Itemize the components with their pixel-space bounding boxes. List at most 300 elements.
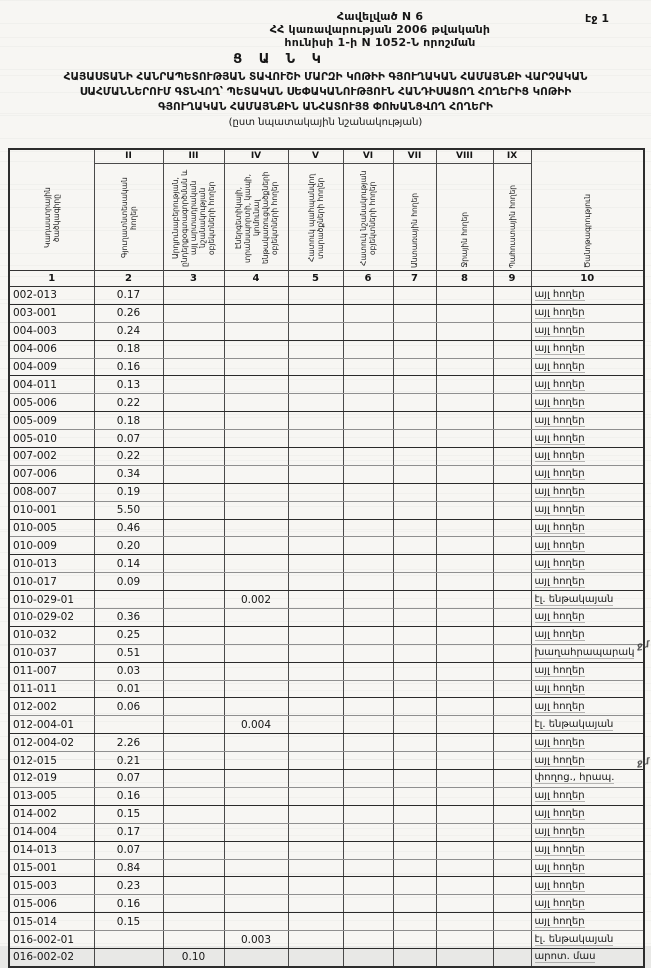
area-value-cell (393, 805, 436, 823)
area-value-cell (163, 501, 224, 519)
cadastral-code-cell: 010-005 (9, 519, 94, 537)
note-cell: այլ հողեր (531, 501, 644, 519)
table-row (9, 662, 644, 680)
area-value-cell: 0.13 (94, 376, 163, 394)
column-header-agricultural (94, 149, 163, 271)
area-value-cell (163, 734, 224, 752)
area-value-cell (493, 716, 531, 734)
subtitle-line: ՍԱՀՄԱՆՆԵՐՈՒՄ ԳՏՆՎՈՂ՝ ՊԵՏԱԿԱՆ ՍԵՓԱԿԱՆՈՒԹՅՈՒՆ ՀԱՆԴԻՍԱՑՈՂ ՀՈՂԵՐԻՑ ԿՈԹԻԻ (79, 86, 572, 98)
area-value-cell (163, 716, 224, 734)
table-row (9, 752, 644, 770)
area-value-cell (163, 752, 224, 770)
note-cell: այլ հողեր (531, 662, 644, 680)
column-number: 2 (94, 271, 163, 287)
roman-numeral: III (164, 150, 224, 164)
area-value-cell: 0.06 (94, 698, 163, 716)
area-value-cell (393, 591, 436, 609)
cadastral-code-cell: 007-002 (9, 448, 94, 466)
area-value-cell (393, 501, 436, 519)
area-value-cell (224, 304, 288, 322)
area-value-cell (343, 644, 393, 662)
area-value-cell (163, 877, 224, 895)
column-header-label: Գյուղատնտեսական հողեր (119, 177, 138, 259)
table-row (9, 716, 644, 734)
area-value-cell (493, 805, 531, 823)
column-header-cadastral-code (9, 149, 94, 271)
subtitle-line: ՀԱՅԱՍՏԱՆԻ ՀԱՆՐԱՊԵՏՈՒԹՅԱՆ ՏԱՎՈՒՇԻ ՄԱՐԶԻ ԿՈԹԻԻ ԳՅՈՒՂԱԿԱՆ ՀԱՄԱՅՆՔԻ ՎԱՐՉԱԿԱՆ (63, 71, 588, 83)
area-value-cell (288, 931, 343, 949)
note-cell: այլ հողեր (531, 483, 644, 501)
cadastral-code-cell: 010-009 (9, 537, 94, 555)
area-value-cell (288, 895, 343, 913)
area-value-cell (288, 555, 343, 573)
area-value-cell (393, 465, 436, 483)
area-value-cell: 0.07 (94, 430, 163, 448)
note-cell: այլ հողեր (531, 609, 644, 627)
table-row (9, 304, 644, 322)
area-value-cell (393, 716, 436, 734)
area-value-cell (163, 555, 224, 573)
area-value-cell (94, 948, 163, 966)
area-value-cell: 2.26 (94, 734, 163, 752)
column-number-row (9, 271, 644, 287)
area-value-cell (493, 573, 531, 591)
area-value-cell (393, 376, 436, 394)
area-value-cell (436, 537, 493, 555)
area-value-cell (163, 537, 224, 555)
area-value-cell (436, 841, 493, 859)
area-value-cell (436, 448, 493, 466)
area-value-cell: 0.23 (94, 877, 163, 895)
area-value-cell (493, 787, 531, 805)
cadastral-code-cell: 010-017 (9, 573, 94, 591)
area-value-cell (393, 895, 436, 913)
area-value-cell (163, 823, 224, 841)
table-row (9, 430, 644, 448)
area-value-cell: 0.17 (94, 823, 163, 841)
area-value-cell (393, 698, 436, 716)
area-value-cell (493, 823, 531, 841)
area-value-cell (163, 322, 224, 340)
area-value-cell (493, 537, 531, 555)
area-value-cell (343, 465, 393, 483)
cadastral-code-cell: 012-019 (9, 770, 94, 788)
note-cell: այլ հողեր (531, 841, 644, 859)
note-cell: այլ հողեր (531, 626, 644, 644)
note-cell: այլ հողեր (531, 448, 644, 466)
area-value-cell (493, 859, 531, 877)
area-value-cell (163, 859, 224, 877)
area-value-cell: 0.20 (94, 537, 163, 555)
area-value-cell (436, 573, 493, 591)
area-value-cell (436, 609, 493, 627)
area-value-cell (343, 752, 393, 770)
column-header-special-purpose (343, 149, 393, 271)
area-value-cell (393, 287, 436, 305)
area-value-cell (393, 752, 436, 770)
area-value-cell (288, 859, 343, 877)
area-value-cell (343, 322, 393, 340)
land-transfer-table (8, 148, 645, 968)
area-value-cell (343, 787, 393, 805)
area-value-cell (163, 304, 224, 322)
area-value-cell (436, 340, 493, 358)
note-cell: այլ հողեր (531, 340, 644, 358)
area-value-cell: 0.003 (224, 931, 288, 949)
area-value-cell (436, 698, 493, 716)
document-subtitle (8, 70, 643, 130)
area-value-cell (163, 394, 224, 412)
cadastral-code-cell: 008-007 (9, 483, 94, 501)
area-value-cell (343, 555, 393, 573)
cadastral-code-cell: 011-007 (9, 662, 94, 680)
area-value-cell (436, 394, 493, 412)
column-header-label: Հատուկ պահպանվող տարածքների հողեր (306, 173, 325, 263)
note-cell: այլ հողեր (531, 322, 644, 340)
column-header-reserve (493, 149, 531, 271)
table-row (9, 931, 644, 949)
area-value-cell (224, 895, 288, 913)
note-cell: այլ հողեր (531, 823, 644, 841)
area-value-cell (224, 644, 288, 662)
appendix-line: հունիսի 1-ի N 1052-Ն որոշման (284, 36, 476, 49)
column-header-label: Ջրային հողեր (460, 212, 469, 268)
area-value-cell (493, 877, 531, 895)
area-value-cell (224, 770, 288, 788)
area-value-cell (393, 770, 436, 788)
note-cell: այլ հողեր (531, 430, 644, 448)
area-value-cell (94, 931, 163, 949)
area-value-cell (224, 662, 288, 680)
area-value-cell (163, 609, 224, 627)
table-row (9, 644, 644, 662)
note-cell: այլ հողեր (531, 680, 644, 698)
area-value-cell (493, 501, 531, 519)
column-header-label: Անտառային հողեր (410, 193, 419, 268)
area-value-cell (343, 609, 393, 627)
cadastral-code-cell: 012-002 (9, 698, 94, 716)
area-value-cell (436, 877, 493, 895)
cadastral-code-cell: 014-004 (9, 823, 94, 841)
handwritten-margin-mark: ջմ (636, 640, 650, 652)
area-value-cell (393, 626, 436, 644)
area-value-cell (288, 537, 343, 555)
area-value-cell (343, 430, 393, 448)
area-value-cell: 0.004 (224, 716, 288, 734)
area-value-cell (288, 662, 343, 680)
area-value-cell (493, 931, 531, 949)
area-value-cell (436, 644, 493, 662)
cadastral-code-cell: 003-001 (9, 304, 94, 322)
area-value-cell (163, 644, 224, 662)
table-row (9, 483, 644, 501)
area-value-cell (343, 680, 393, 698)
area-value-cell (493, 304, 531, 322)
area-value-cell (224, 948, 288, 966)
column-header-industrial (163, 149, 224, 271)
table-row (9, 609, 644, 627)
area-value-cell (288, 465, 343, 483)
area-value-cell (493, 358, 531, 376)
area-value-cell: 5.50 (94, 501, 163, 519)
area-value-cell (288, 304, 343, 322)
area-value-cell: 0.10 (163, 948, 224, 966)
area-value-cell (436, 734, 493, 752)
document-title: Ց Ա Ն Կ (233, 52, 327, 67)
area-value-cell: 0.03 (94, 662, 163, 680)
note-cell: այլ հողեր (531, 734, 644, 752)
column-header-protected-areas (288, 149, 343, 271)
area-value-cell (393, 662, 436, 680)
area-value-cell (288, 358, 343, 376)
area-value-cell (224, 465, 288, 483)
area-value-cell (493, 465, 531, 483)
area-value-cell (436, 716, 493, 734)
note-cell: այլ հողեր (531, 304, 644, 322)
table-row (9, 412, 644, 430)
area-value-cell (163, 787, 224, 805)
cadastral-code-cell: 016-002-02 (9, 948, 94, 966)
area-value-cell (343, 877, 393, 895)
area-value-cell (224, 287, 288, 305)
area-value-cell (343, 626, 393, 644)
area-value-cell: 0.09 (94, 573, 163, 591)
area-value-cell (163, 358, 224, 376)
area-value-cell (288, 412, 343, 430)
area-value-cell (343, 931, 393, 949)
area-value-cell (94, 716, 163, 734)
roman-numeral: IX (494, 150, 531, 164)
area-value-cell (288, 591, 343, 609)
area-value-cell (163, 465, 224, 483)
area-value-cell (393, 340, 436, 358)
note-cell: այլ հողեր (531, 752, 644, 770)
note-cell: այլ հողեր (531, 287, 644, 305)
area-value-cell (343, 770, 393, 788)
area-value-cell (163, 340, 224, 358)
note-cell: այլ հողեր (531, 913, 644, 931)
column-number: 4 (224, 271, 288, 287)
area-value-cell (343, 841, 393, 859)
area-value-cell (393, 537, 436, 555)
area-value-cell (163, 841, 224, 859)
roman-numeral: II (95, 150, 163, 164)
area-value-cell (224, 358, 288, 376)
area-value-cell: 0.16 (94, 787, 163, 805)
table-header (9, 149, 644, 287)
area-value-cell (224, 841, 288, 859)
cadastral-code-cell: 004-003 (9, 322, 94, 340)
area-value-cell (436, 501, 493, 519)
note-cell: խաղահրապարակ (531, 644, 644, 662)
area-value-cell: 0.51 (94, 644, 163, 662)
area-value-cell (224, 680, 288, 698)
area-value-cell (343, 483, 393, 501)
cadastral-code-cell: 014-013 (9, 841, 94, 859)
area-value-cell (288, 626, 343, 644)
table-row (9, 555, 644, 573)
table-row (9, 573, 644, 591)
area-value-cell (436, 322, 493, 340)
area-value-cell (493, 591, 531, 609)
note-cell: այլ հողեր (531, 805, 644, 823)
area-value-cell (493, 948, 531, 966)
area-value-cell (343, 358, 393, 376)
table-row (9, 591, 644, 609)
area-value-cell (436, 555, 493, 573)
area-value-cell (224, 322, 288, 340)
cadastral-code-cell: 010-029-01 (9, 591, 94, 609)
area-value-cell (224, 555, 288, 573)
area-value-cell (288, 573, 343, 591)
area-value-cell: 0.22 (94, 448, 163, 466)
cadastral-code-cell: 015-001 (9, 859, 94, 877)
column-header-label: Արդյունաբերության, ընդերքօգտագործման և այլ արտադրական նշանակության օբյեկտների հողեր (171, 169, 216, 267)
appendix-reference (170, 10, 590, 49)
area-value-cell (393, 609, 436, 627)
area-value-cell (436, 931, 493, 949)
table-row (9, 859, 644, 877)
cadastral-code-cell: 005-006 (9, 394, 94, 412)
cadastral-code-cell: 012-015 (9, 752, 94, 770)
area-value-cell: 0.07 (94, 770, 163, 788)
area-value-cell: 0.25 (94, 626, 163, 644)
cadastral-code-cell: 005-009 (9, 412, 94, 430)
area-value-cell (393, 877, 436, 895)
area-value-cell: 0.16 (94, 895, 163, 913)
area-value-cell (224, 626, 288, 644)
column-number: 3 (163, 271, 224, 287)
note-cell: էլ. ենթակայան (531, 931, 644, 949)
column-header-label: Պահուստային հողեր (507, 184, 517, 268)
area-value-cell (163, 805, 224, 823)
table-row (9, 322, 644, 340)
area-value-cell (343, 501, 393, 519)
area-value-cell (493, 448, 531, 466)
roman-numeral: V (289, 150, 343, 164)
area-value-cell (493, 662, 531, 680)
area-value-cell (436, 948, 493, 966)
area-value-cell (288, 519, 343, 537)
area-value-cell: 0.24 (94, 322, 163, 340)
area-value-cell (224, 430, 288, 448)
area-value-cell (393, 304, 436, 322)
area-value-cell (393, 430, 436, 448)
area-value-cell (343, 519, 393, 537)
area-value-cell (343, 859, 393, 877)
area-value-cell (343, 895, 393, 913)
column-header-forest (393, 149, 436, 271)
area-value-cell (393, 394, 436, 412)
area-value-cell (288, 430, 343, 448)
appendix-line: Հավելված N 6 (336, 10, 424, 23)
table-row (9, 394, 644, 412)
cadastral-code-cell: 013-005 (9, 787, 94, 805)
column-header-label: Հատուկ նշանակության օբյեկտների հողեր (359, 170, 377, 266)
table-body (9, 287, 644, 967)
area-value-cell (224, 376, 288, 394)
area-value-cell (163, 287, 224, 305)
area-value-cell (393, 734, 436, 752)
area-value-cell (436, 358, 493, 376)
area-value-cell (436, 770, 493, 788)
area-value-cell (343, 412, 393, 430)
area-value-cell (436, 287, 493, 305)
column-header-label: Ծանոթագրություն (582, 193, 592, 268)
table-row (9, 913, 644, 931)
area-value-cell (436, 591, 493, 609)
area-value-cell (493, 430, 531, 448)
table-row (9, 787, 644, 805)
area-value-cell (163, 448, 224, 466)
note-cell: այլ հողեր (531, 412, 644, 430)
table-row (9, 948, 644, 966)
note-cell: այլ հողեր (531, 555, 644, 573)
note-cell: այլ հողեր (531, 859, 644, 877)
area-value-cell (493, 483, 531, 501)
area-value-cell (163, 698, 224, 716)
area-value-cell (343, 573, 393, 591)
area-value-cell (224, 823, 288, 841)
area-value-cell (493, 394, 531, 412)
cadastral-code-cell: 012-004-02 (9, 734, 94, 752)
table-row (9, 734, 644, 752)
table-row (9, 358, 644, 376)
area-value-cell (436, 376, 493, 394)
subtitle-line: (ըստ նպատակային նշանակության) (228, 117, 423, 128)
cadastral-code-cell: 015-006 (9, 895, 94, 913)
cadastral-code-cell: 014-002 (9, 805, 94, 823)
area-value-cell: 0.46 (94, 519, 163, 537)
cadastral-code-cell: 010-032 (9, 626, 94, 644)
area-value-cell (224, 877, 288, 895)
area-value-cell (288, 609, 343, 627)
table-row (9, 805, 644, 823)
area-value-cell (393, 931, 436, 949)
area-value-cell (224, 483, 288, 501)
area-value-cell (436, 483, 493, 501)
area-value-cell (224, 698, 288, 716)
area-value-cell (493, 841, 531, 859)
area-value-cell (224, 501, 288, 519)
area-value-cell (343, 591, 393, 609)
area-value-cell (436, 680, 493, 698)
area-value-cell (163, 412, 224, 430)
note-cell: այլ հողեր (531, 465, 644, 483)
cadastral-code-cell: 010-037 (9, 644, 94, 662)
table-row (9, 376, 644, 394)
table-row (9, 340, 644, 358)
note-cell: էլ. ենթակայան (531, 716, 644, 734)
area-value-cell (393, 412, 436, 430)
roman-numeral: VII (394, 150, 436, 164)
area-value-cell (343, 716, 393, 734)
table-row (9, 877, 644, 895)
cadastral-code-cell: 005-010 (9, 430, 94, 448)
area-value-cell (224, 859, 288, 877)
area-value-cell (436, 895, 493, 913)
note-cell: այլ հողեր (531, 394, 644, 412)
area-value-cell: 0.18 (94, 412, 163, 430)
table-row (9, 465, 644, 483)
column-number: 6 (343, 271, 393, 287)
area-value-cell (224, 609, 288, 627)
area-value-cell (288, 501, 343, 519)
area-value-cell (288, 841, 343, 859)
area-value-cell (493, 770, 531, 788)
note-cell: այլ հողեր (531, 537, 644, 555)
note-cell: այլ հողեր (531, 698, 644, 716)
